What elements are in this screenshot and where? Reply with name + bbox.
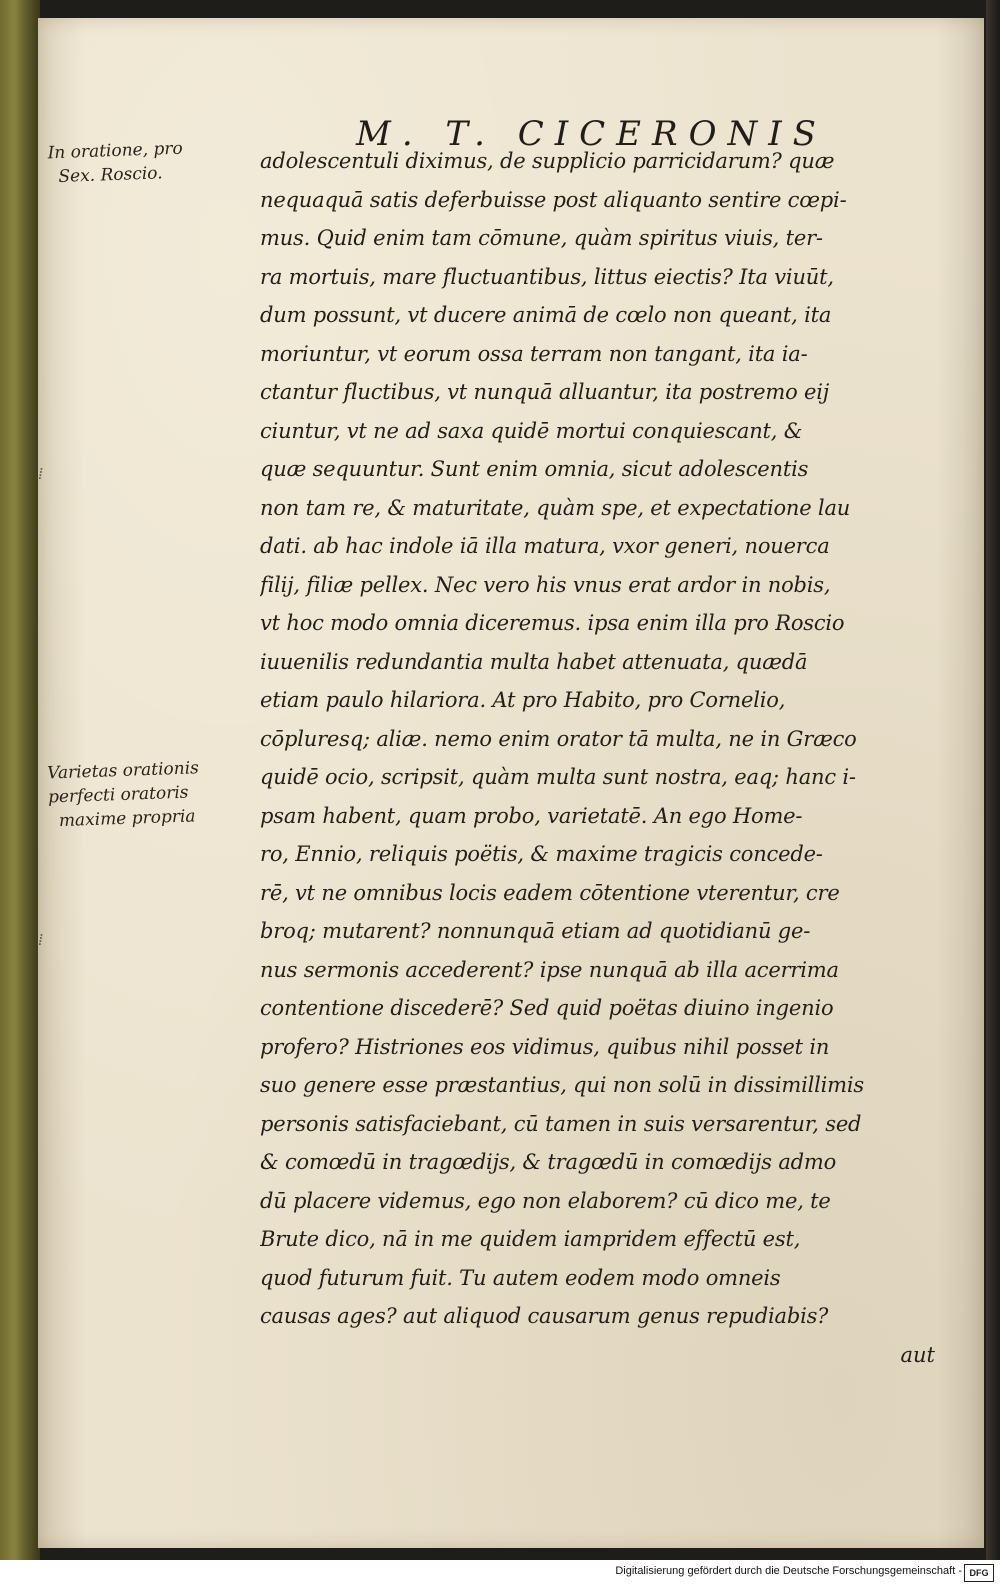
funding-credit: Digitalisierung gefördert durch die Deutsche Forschungsgemeinschaft - (615, 1565, 962, 1577)
text-line: etiam paulo hilariora. At pro Habito, pro Cornelio, (260, 688, 786, 712)
book-page (38, 18, 984, 1548)
text-line: nequaquā satis deferbuisse post aliquanto sentire cœpi- (260, 187, 847, 212)
text-line: ciuntur, vt ne ad saxa quidē mortui conquiescant, & (260, 418, 803, 443)
text-line: non tam re, & maturitate, quàm spe, et expectatione lau (260, 495, 851, 520)
marginal-ink-mark: ⁞ (38, 464, 44, 483)
marginal-note-varietas (47, 755, 249, 834)
running-head: M. T. CICERONIS (356, 114, 827, 154)
book-binding-left (0, 0, 40, 1560)
text-line: Brute dico, nā in me quidem iampridem effectū est, (260, 1227, 801, 1251)
text-line: iuuenilis redundantia multa habet attenuata, quædā (260, 649, 808, 674)
text-line: quod futurum fuit. Tu autem eodem modo omneis (260, 1265, 781, 1290)
text-line: contentione discederē? Sed quid poëtas diuino ingenio (260, 996, 834, 1020)
text-line: psam habent, quam probo, varietatē. An ego Home- (260, 803, 803, 828)
text-line: personis satisfaciebant, cū tamen in suis versarentur, sed (260, 1111, 862, 1136)
book-edge-right (986, 0, 1000, 1560)
text-line: quidē ocio, scripsit, quàm multa sunt nostra, eaq; hanc i- (260, 765, 856, 789)
text-line: broq; mutarent? nonnunquā etiam ad quotidianū ge- (260, 919, 811, 943)
text-line: moriuntur, vt eorum ossa terram non tangant, ita ia- (260, 341, 808, 366)
text-line: dati. ab hac indole iā illa matura, vxor generi, nouerca (260, 534, 830, 558)
dfg-logo: DFG (964, 1564, 994, 1582)
catchword: aut (900, 1342, 935, 1367)
marginal-note-line: maxime propria (58, 806, 196, 832)
marginal-note-line: In oratione, pro (47, 138, 184, 164)
text-line: quæ sequuntur. Sunt enim omnia, sicut adolescentis (260, 457, 809, 481)
marginal-ink-mark: ⁞ (38, 930, 44, 949)
text-line: filij, filiæ pellex. Nec vero his vnus erat ardor in nobis, (260, 572, 831, 597)
footer-bar (0, 1560, 1000, 1586)
text-line: causas ages? aut aliquod causarum genus repudiabis? (260, 1304, 829, 1328)
text-line: mus. Quid enim tam cōmune, quàm spiritus viuis, ter- (260, 226, 823, 250)
text-line: nus sermonis accederent? ipse nunquā ab illa acerrima (260, 957, 839, 982)
text-line: ra mortuis, mare fluctuantibus, littus eiectis? Ita viuūt, (260, 264, 834, 289)
body-text (260, 142, 965, 1374)
text-line: dū placere videmus, ego non elaborem? cū dico me, te (260, 1188, 831, 1213)
marginal-note-line: Sex. Roscio. (58, 163, 163, 187)
text-line: dum possunt, vt ducere animā de cœlo non queant, ita (260, 303, 832, 327)
text-line: & comœdū in tragœdijs, & tragœdū in comœdijs admo (260, 1150, 837, 1174)
text-line: vt hoc modo omnia diceremus. ipsa enim illa pro Roscio (260, 611, 845, 635)
text-line: profero? Histriones eos vidimus, quibus nihil posset in (260, 1034, 830, 1059)
text-line: ro, Ennio, reliquis poëtis, & maxime tragicis concede- (260, 842, 823, 866)
text-line: ctantur fluctibus, vt nunquā alluantur, ita postremo eij (260, 380, 830, 404)
text-line: rē, vt ne omnibus locis eadem cōtentione vterentur, cre (260, 880, 840, 905)
marginal-note-oratio-pro-roscio (47, 135, 239, 190)
text-line: adolescentuli diximus, de supplicio parricidarum? quæ (260, 149, 835, 173)
text-line: cōpluresq; aliæ. nemo enim orator tā multa, ne in Græco (260, 726, 857, 751)
text-line: suo genere esse præstantius, qui non solū in dissimillimis (260, 1073, 864, 1097)
marginal-note-line: perfecti oratoris (47, 782, 189, 808)
marginal-note-line: Varietas orationis (46, 758, 200, 784)
